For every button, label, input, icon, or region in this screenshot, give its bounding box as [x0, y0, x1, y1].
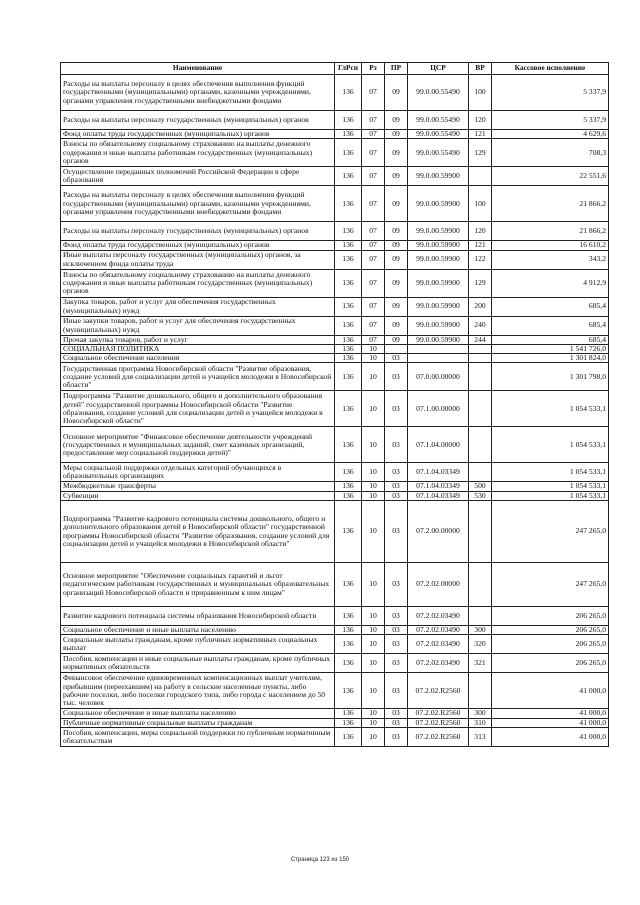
- table-row: [61, 250, 609, 269]
- cell-csr: 07.1.00.00000: [408, 391, 469, 427]
- cell-rz: 10: [362, 482, 385, 491]
- cell-grsp: 136: [335, 222, 362, 241]
- cell-rz: 10: [362, 354, 385, 363]
- cell-amount: 685,4: [492, 316, 609, 335]
- cell-grsp: 136: [335, 250, 362, 269]
- cell-name: Иные выплаты персоналу государственных (муниципальных) органов, за исключением фонда оплаты труда: [61, 250, 335, 269]
- cell-name: Фонд оплаты труда государственных (муниципальных) органов: [61, 130, 335, 139]
- cell-vr: 100: [469, 186, 492, 222]
- cell-amount: 16 610,2: [492, 241, 609, 250]
- table-row: [61, 491, 609, 500]
- cell-csr: 07.2.02.R2560: [408, 727, 469, 746]
- cell-grsp: 136: [335, 130, 362, 139]
- cell-csr: 07.2.02.R2560: [408, 709, 469, 718]
- table-row: [61, 130, 609, 139]
- cell-amount: 41 000,0: [492, 727, 609, 746]
- cell-grsp: 136: [335, 607, 362, 626]
- cell-rz: 10: [362, 491, 385, 500]
- cell-amount: 4 629,6: [492, 130, 609, 139]
- cell-name: Прочая закупка товаров, работ и услуг: [61, 335, 335, 344]
- cell-pr: 03: [385, 709, 408, 718]
- cell-amount: 21 866,2: [492, 186, 609, 222]
- cell-vr: 300: [469, 626, 492, 635]
- cell-rz: 10: [362, 344, 385, 353]
- cell-name: Государственная программа Новосибирской области "Развитие образования, создание условий для социализации детей и учащейся молодежи в Новосибирской области": [61, 363, 335, 391]
- cell-pr: 09: [385, 241, 408, 250]
- cell-csr: 99.0.00.59900: [408, 186, 469, 222]
- cell-rz: 10: [362, 607, 385, 626]
- cell-rz: 10: [362, 654, 385, 673]
- cell-name: Пособия, компенсации и иные социальные выплаты гражданам, кроме публичных нормативных обязательств: [61, 654, 335, 673]
- cell-vr: 240: [469, 316, 492, 335]
- cell-rz: 07: [362, 241, 385, 250]
- cell-grsp: 136: [335, 654, 362, 673]
- cell-vr: 100: [469, 75, 492, 111]
- cell-name: Подпрограмма "Развитие кадрового потенциала системы дошкольного, общего и дополнительного образования детей в Новосибирской области" государственной программы Новосибирской области "Развитие образования, создание условий для социализации детей и учащейся молодежи в Новосибирской области": [61, 501, 335, 563]
- cell-grsp: 136: [335, 709, 362, 718]
- cell-rz: 07: [362, 186, 385, 222]
- table-row: [61, 654, 609, 673]
- cell-name: Пособия, компенсации, меры социальной поддержки по публичным нормативным обязательствам: [61, 727, 335, 746]
- table-row: [61, 241, 609, 250]
- cell-vr: 313: [469, 727, 492, 746]
- table-row: [61, 718, 609, 727]
- cell-rz: 07: [362, 250, 385, 269]
- cell-vr: 321: [469, 654, 492, 673]
- cell-amount: 4 912,9: [492, 269, 609, 297]
- cell-grsp: 136: [335, 718, 362, 727]
- table-row: [61, 626, 609, 635]
- cell-rz: 10: [362, 563, 385, 607]
- table-row: [61, 222, 609, 241]
- cell-name: Расходы на выплаты персоналу государственных (муниципальных) органов: [61, 222, 335, 241]
- cell-vr: [469, 501, 492, 563]
- cell-name: Меры социальной поддержки отдельных категорий обучающихся в образовательных организациях: [61, 463, 335, 482]
- cell-csr: 99.0.00.59900: [408, 250, 469, 269]
- cell-rz: 10: [362, 718, 385, 727]
- cell-csr: 07.2.02.R2560: [408, 673, 469, 709]
- cell-name: Межбюджетные трансферты: [61, 482, 335, 491]
- cell-name: Социальное обеспечение и иные выплаты населению: [61, 709, 335, 718]
- header-name: Наименование: [61, 63, 335, 75]
- cell-grsp: 136: [335, 139, 362, 167]
- cell-grsp: 136: [335, 391, 362, 427]
- cell-name: Подпрограмма "Развитие дошкольного, общего и дополнительного образования детей" государственной программы Новосибирской области "Развитие образования, создание условий для социализации детей и учащейся молодежи в Новосибирской области": [61, 391, 335, 427]
- cell-vr: [469, 167, 492, 186]
- cell-grsp: 136: [335, 75, 362, 111]
- cell-name: Расходы на выплаты персоналу в целях обеспечения выполнения функций государственными (муниципальными) органами, казенными учреждениями, органами управления государственными внебюджетными фондами: [61, 75, 335, 111]
- cell-pr: 03: [385, 654, 408, 673]
- table-row: [61, 463, 609, 482]
- cell-amount: 41 000,0: [492, 709, 609, 718]
- cell-name: СОЦИАЛЬНАЯ ПОЛИТИКА: [61, 344, 335, 353]
- cell-grsp: 136: [335, 635, 362, 654]
- cell-pr: 03: [385, 718, 408, 727]
- cell-grsp: 136: [335, 241, 362, 250]
- cell-amount: 1 054 533,1: [492, 482, 609, 491]
- cell-pr: 03: [385, 607, 408, 626]
- cell-vr: 320: [469, 635, 492, 654]
- cell-csr: 07.1.04.03349: [408, 491, 469, 500]
- cell-vr: [469, 391, 492, 427]
- cell-grsp: 136: [335, 727, 362, 746]
- cell-csr: 07.2.02.00000: [408, 563, 469, 607]
- cell-amount: 21 866,2: [492, 222, 609, 241]
- cell-rz: 07: [362, 297, 385, 316]
- table-row: [61, 316, 609, 335]
- cell-name: Взносы по обязательному социальному страхованию на выплаты денежного содержания и иные выплаты работникам государственных (муниципальных) органов: [61, 269, 335, 297]
- cell-grsp: 136: [335, 316, 362, 335]
- cell-pr: 03: [385, 635, 408, 654]
- budget-table: [60, 62, 609, 747]
- cell-vr: 120: [469, 222, 492, 241]
- cell-grsp: 136: [335, 626, 362, 635]
- table-row: [61, 635, 609, 654]
- cell-vr: [469, 363, 492, 391]
- table-row: [61, 111, 609, 130]
- cell-pr: 03: [385, 563, 408, 607]
- cell-rz: 10: [362, 709, 385, 718]
- cell-name: Социальные выплаты гражданам, кроме публичных нормативных социальных выплат: [61, 635, 335, 654]
- cell-csr: 07.2.02.03490: [408, 607, 469, 626]
- cell-grsp: 136: [335, 501, 362, 563]
- cell-pr: 09: [385, 297, 408, 316]
- cell-amount: 708,3: [492, 139, 609, 167]
- cell-csr: 99.0.00.59900: [408, 241, 469, 250]
- cell-csr: 99.0.00.59900: [408, 297, 469, 316]
- cell-pr: 09: [385, 335, 408, 344]
- cell-amount: 1 541 726,0: [492, 344, 609, 353]
- table-row: [61, 673, 609, 709]
- table-body: [61, 75, 609, 747]
- cell-pr: 03: [385, 626, 408, 635]
- cell-amount: 1 054 533,1: [492, 463, 609, 482]
- cell-rz: 10: [362, 626, 385, 635]
- cell-name: Социальное обеспечение и иные выплаты населению: [61, 626, 335, 635]
- cell-csr: [408, 344, 469, 353]
- cell-vr: 310: [469, 718, 492, 727]
- cell-pr: 03: [385, 727, 408, 746]
- cell-amount: 206 265,0: [492, 635, 609, 654]
- cell-csr: 07.2.02.03490: [408, 654, 469, 673]
- cell-name: Иные закупки товаров, работ и услуг для обеспечения государственных (муниципальных) нужд: [61, 316, 335, 335]
- cell-amount: 206 265,0: [492, 626, 609, 635]
- cell-name: Финансовое обеспечение единовременных компенсационных выплат учителям, прибывшим (переехавшим) на работу в сельские населенные пункты, либо рабочие поселки, либо поселки городского типа, либо города с населением до 50 тыс. человек: [61, 673, 335, 709]
- cell-grsp: 136: [335, 335, 362, 344]
- cell-rz: 07: [362, 111, 385, 130]
- cell-csr: 99.0.00.55490: [408, 139, 469, 167]
- cell-csr: 99.0.00.55490: [408, 130, 469, 139]
- cell-grsp: 136: [335, 167, 362, 186]
- cell-vr: 530: [469, 491, 492, 500]
- cell-rz: 07: [362, 75, 385, 111]
- cell-name: Социальное обеспечение населения: [61, 354, 335, 363]
- cell-amount: 206 265,0: [492, 607, 609, 626]
- header-csr: ЦСР: [408, 63, 469, 75]
- table-header-row: [61, 63, 609, 75]
- cell-csr: 99.0.00.55490: [408, 111, 469, 130]
- cell-grsp: 136: [335, 354, 362, 363]
- cell-pr: 09: [385, 316, 408, 335]
- cell-csr: 07.1.04.03349: [408, 463, 469, 482]
- cell-grsp: 136: [335, 111, 362, 130]
- cell-csr: 07.2.02.R2560: [408, 718, 469, 727]
- header-amount: Кассовое исполнение: [492, 63, 609, 75]
- header-grsp: ГлРсп: [335, 63, 362, 75]
- cell-name: Расходы на выплаты персоналу в целях обеспечения выполнения функций государственными (муниципальными) органами, казенными учреждениями, органами управления государственными внебюджетными фондами: [61, 186, 335, 222]
- cell-grsp: 136: [335, 427, 362, 463]
- cell-amount: 1 054 533,1: [492, 427, 609, 463]
- cell-pr: 03: [385, 482, 408, 491]
- page-number: Страница 123 из 150: [290, 857, 350, 863]
- cell-grsp: 136: [335, 673, 362, 709]
- cell-amount: 247 265,0: [492, 563, 609, 607]
- cell-csr: 99.0.00.59900: [408, 167, 469, 186]
- cell-amount: 41 000,0: [492, 673, 609, 709]
- cell-vr: [469, 463, 492, 482]
- cell-rz: 10: [362, 463, 385, 482]
- table-row: [61, 363, 609, 391]
- cell-amount: 343,2: [492, 250, 609, 269]
- cell-amount: 5 337,9: [492, 111, 609, 130]
- cell-rz: 07: [362, 222, 385, 241]
- cell-csr: 07.2.02.03490: [408, 626, 469, 635]
- cell-csr: 07.2.02.03490: [408, 635, 469, 654]
- cell-vr: 121: [469, 130, 492, 139]
- table-row: [61, 482, 609, 491]
- cell-csr: 07.1.04.03349: [408, 482, 469, 491]
- cell-pr: 09: [385, 186, 408, 222]
- header-rz: Рз: [362, 63, 385, 75]
- table-row: [61, 186, 609, 222]
- cell-grsp: 136: [335, 563, 362, 607]
- table-row: [61, 563, 609, 607]
- cell-rz: 07: [362, 130, 385, 139]
- cell-pr: 03: [385, 673, 408, 709]
- table-row: [61, 354, 609, 363]
- cell-amount: 206 265,0: [492, 654, 609, 673]
- cell-rz: 10: [362, 501, 385, 563]
- cell-vr: 200: [469, 297, 492, 316]
- cell-pr: 09: [385, 222, 408, 241]
- cell-vr: 129: [469, 139, 492, 167]
- cell-pr: 03: [385, 363, 408, 391]
- table-row: [61, 709, 609, 718]
- cell-name: Развитие кадрового потенциала системы образования Новосибирской области: [61, 607, 335, 626]
- cell-amount: 1 301 824,0: [492, 354, 609, 363]
- cell-rz: 07: [362, 316, 385, 335]
- cell-pr: 09: [385, 139, 408, 167]
- table-row: [61, 427, 609, 463]
- cell-rz: 10: [362, 727, 385, 746]
- header-pr: ПР: [385, 63, 408, 75]
- cell-rz: 10: [362, 635, 385, 654]
- cell-pr: 03: [385, 354, 408, 363]
- cell-grsp: 136: [335, 344, 362, 353]
- cell-name: Закупка товаров, работ и услуг для обеспечения государственных (муниципальных) нужд: [61, 297, 335, 316]
- cell-pr: 03: [385, 427, 408, 463]
- cell-name: Основное мероприятие "Обеспечение социальных гарантий и льгот педагогическим работникам государственных и муниципальных образовательных организаций Новосибирской области и приравненным к ним лицам": [61, 563, 335, 607]
- cell-amount: 1 054 533,1: [492, 391, 609, 427]
- cell-name: Субвенции: [61, 491, 335, 500]
- cell-amount: 5 337,9: [492, 75, 609, 111]
- cell-vr: [469, 673, 492, 709]
- table-row: [61, 75, 609, 111]
- cell-vr: [469, 607, 492, 626]
- table-row: [61, 167, 609, 186]
- cell-name: Фонд оплаты труда государственных (муниципальных) органов: [61, 241, 335, 250]
- cell-grsp: 136: [335, 463, 362, 482]
- cell-amount: 685,4: [492, 335, 609, 344]
- cell-name: Расходы на выплаты персоналу государственных (муниципальных) органов: [61, 111, 335, 130]
- cell-amount: 247 265,0: [492, 501, 609, 563]
- cell-csr: 07.1.04.00000: [408, 427, 469, 463]
- header-vr: ВР: [469, 63, 492, 75]
- cell-rz: 10: [362, 363, 385, 391]
- cell-vr: 129: [469, 269, 492, 297]
- cell-vr: [469, 427, 492, 463]
- cell-rz: 07: [362, 139, 385, 167]
- table-row: [61, 607, 609, 626]
- cell-grsp: 136: [335, 269, 362, 297]
- cell-name: Осуществление переданных полномочий Российской Федерации в сфере образования: [61, 167, 335, 186]
- cell-name: Публичные нормативные социальные выплаты гражданам: [61, 718, 335, 727]
- cell-csr: 99.0.00.59900: [408, 269, 469, 297]
- cell-pr: 03: [385, 391, 408, 427]
- cell-name: Основное мероприятие "Финансовое обеспечение деятельности учреждений (государственных и муниципальных заданий, смет казенных организаций, предоставление мер социальной поддержки детей)": [61, 427, 335, 463]
- cell-pr: 03: [385, 463, 408, 482]
- table-row: [61, 391, 609, 427]
- cell-csr: 99.0.00.59900: [408, 335, 469, 344]
- cell-grsp: 136: [335, 186, 362, 222]
- cell-amount: 22 551,6: [492, 167, 609, 186]
- table-row: [61, 139, 609, 167]
- cell-amount: 685,4: [492, 297, 609, 316]
- cell-pr: 09: [385, 167, 408, 186]
- cell-csr: 99.0.00.55490: [408, 75, 469, 111]
- cell-vr: 120: [469, 111, 492, 130]
- table-row: [61, 297, 609, 316]
- cell-vr: [469, 563, 492, 607]
- cell-amount: 1 054 533,1: [492, 491, 609, 500]
- table-row: [61, 501, 609, 563]
- cell-grsp: 136: [335, 297, 362, 316]
- cell-rz: 07: [362, 269, 385, 297]
- cell-csr: 99.0.00.59900: [408, 316, 469, 335]
- cell-vr: 500: [469, 482, 492, 491]
- table-row: [61, 269, 609, 297]
- cell-vr: 122: [469, 250, 492, 269]
- cell-grsp: 136: [335, 482, 362, 491]
- cell-rz: 07: [362, 167, 385, 186]
- cell-rz: 10: [362, 427, 385, 463]
- cell-pr: 03: [385, 491, 408, 500]
- cell-pr: 09: [385, 75, 408, 111]
- cell-csr: 99.0.00.59900: [408, 222, 469, 241]
- cell-vr: [469, 344, 492, 353]
- cell-vr: 300: [469, 709, 492, 718]
- cell-csr: 07.0.00.00000: [408, 363, 469, 391]
- cell-rz: 10: [362, 391, 385, 427]
- cell-vr: 244: [469, 335, 492, 344]
- cell-grsp: 136: [335, 491, 362, 500]
- cell-csr: [408, 354, 469, 363]
- cell-amount: 1 301 798,0: [492, 363, 609, 391]
- cell-vr: 121: [469, 241, 492, 250]
- cell-pr: 09: [385, 269, 408, 297]
- table-row: [61, 727, 609, 746]
- cell-csr: 07.2.00.00000: [408, 501, 469, 563]
- cell-grsp: 136: [335, 363, 362, 391]
- table-row: [61, 335, 609, 344]
- cell-rz: 07: [362, 335, 385, 344]
- cell-vr: [469, 354, 492, 363]
- cell-pr: 03: [385, 501, 408, 563]
- cell-name: Взносы по обязательному социальному страхованию на выплаты денежного содержания и иные выплаты работникам государственных (муниципальных) органов: [61, 139, 335, 167]
- cell-pr: 09: [385, 111, 408, 130]
- cell-pr: 09: [385, 250, 408, 269]
- cell-rz: 10: [362, 673, 385, 709]
- cell-pr: 09: [385, 130, 408, 139]
- cell-amount: 41 000,0: [492, 718, 609, 727]
